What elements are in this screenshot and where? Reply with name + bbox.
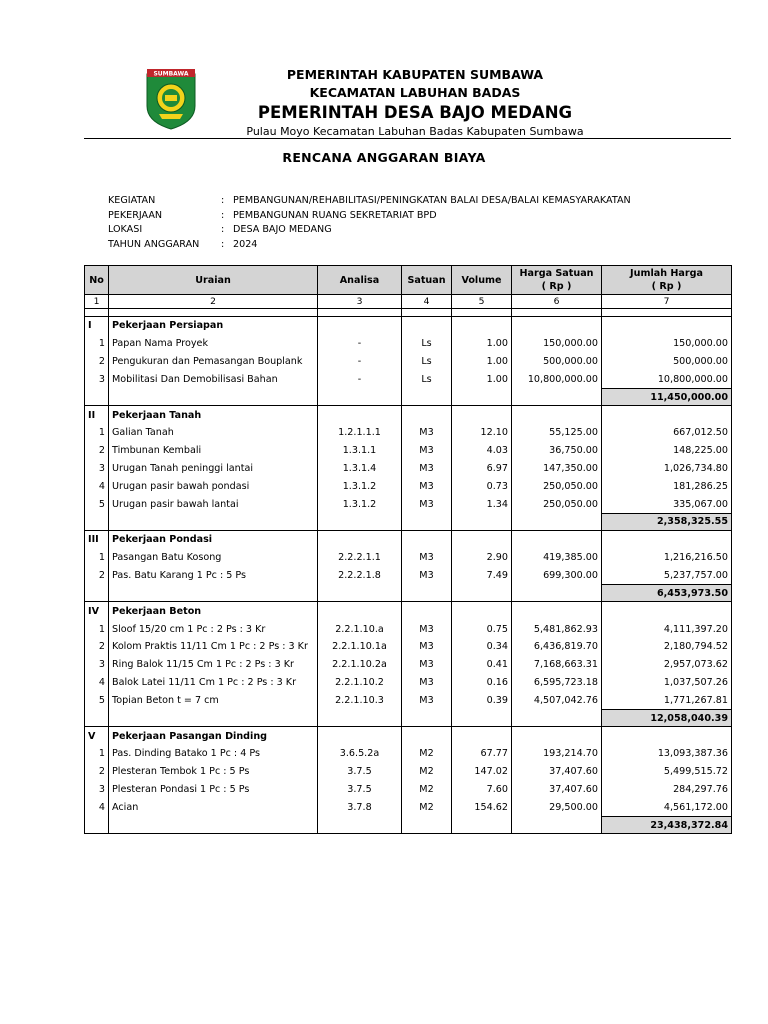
item-unit: M3 (402, 495, 452, 513)
spacer-cell (402, 309, 452, 317)
column-number: 3 (318, 295, 402, 309)
empty-cell (512, 406, 602, 424)
item-number: 5 (85, 495, 109, 513)
item-unit-price: 7,168,663.31 (512, 656, 602, 674)
item-description: Urugan pasir bawah pondasi (109, 477, 318, 495)
item-description: Pengukuran dan Pemasangan Bouplank (109, 353, 318, 371)
subtotal-row (85, 817, 732, 834)
item-unit: Ls (402, 370, 452, 388)
info-colon: : (221, 238, 225, 250)
table-row (85, 691, 732, 709)
item-volume: 0.75 (452, 620, 512, 638)
item-number: 2 (85, 353, 109, 371)
empty-cell (452, 317, 512, 335)
item-description: Papan Nama Proyek (109, 335, 318, 353)
item-volume: 1.34 (452, 495, 512, 513)
empty-cell (109, 513, 318, 530)
info-row (108, 194, 631, 209)
empty-cell (402, 710, 452, 727)
header-harga-satuan-unit: ( Rp ) (541, 281, 572, 292)
item-description: Pasangan Batu Kosong (109, 549, 318, 567)
regency-government: PEMERINTAH KABUPATEN SUMBAWA (286, 67, 544, 82)
empty-cell (512, 513, 602, 530)
spacer-row (85, 309, 732, 317)
header-harga-satuan-label: Harga Satuan (519, 268, 594, 279)
item-total-price: 284,297.76 (602, 781, 732, 799)
item-description: Pas. Dinding Batako 1 Pc : 4 Ps (109, 745, 318, 763)
empty-cell (402, 406, 452, 424)
info-row (108, 238, 631, 253)
svg-text:SUMBAWA: SUMBAWA (153, 70, 189, 78)
item-unit-price: 29,500.00 (512, 798, 602, 816)
table-row (85, 781, 732, 799)
item-unit-price: 36,750.00 (512, 442, 602, 460)
header-jumlah-harga-label: Jumlah Harga (630, 268, 703, 279)
item-analysis-code: - (318, 353, 402, 371)
item-number: 3 (85, 781, 109, 799)
spacer-cell (85, 309, 109, 317)
empty-cell (602, 317, 732, 335)
section-row (85, 602, 732, 620)
item-volume: 0.41 (452, 656, 512, 674)
info-label: KEGIATAN (108, 195, 156, 206)
empty-cell (109, 585, 318, 602)
item-unit: Ls (402, 353, 452, 371)
item-volume: 0.73 (452, 477, 512, 495)
section-name: Pekerjaan Beton (109, 602, 318, 620)
item-description: Ring Balok 11/15 Cm 1 Pc : 2 Ps : 3 Kr (109, 656, 318, 674)
item-number: 3 (85, 656, 109, 674)
header-jumlah-harga (602, 266, 732, 295)
item-description: Plesteran Tembok 1 Pc : 5 Ps (109, 763, 318, 781)
table-row (85, 745, 732, 763)
village-government: PEMERINTAH DESA BAJO MEDANG (257, 103, 573, 122)
section-subtotal: 23,438,372.84 (602, 817, 732, 834)
item-total-price: 2,180,794.52 (602, 638, 732, 656)
item-analysis-code: 2.2.2.1.1 (318, 549, 402, 567)
section-number: I (85, 317, 109, 335)
item-number: 2 (85, 638, 109, 656)
item-unit-price: 6,436,819.70 (512, 638, 602, 656)
table-row (85, 638, 732, 656)
item-volume: 0.39 (452, 691, 512, 709)
empty-cell (452, 602, 512, 620)
item-number: 4 (85, 477, 109, 495)
village-address: Pulau Moyo Kecamatan Labuhan Badas Kabupaten Sumbawa (246, 125, 584, 138)
table-row (85, 442, 732, 460)
item-analysis-code: 2.2.1.10.2a (318, 656, 402, 674)
item-unit: M2 (402, 798, 452, 816)
empty-cell (402, 389, 452, 406)
item-analysis-code: 2.2.1.10.a (318, 620, 402, 638)
empty-cell (85, 585, 109, 602)
item-unit: M3 (402, 477, 452, 495)
item-unit: M2 (402, 745, 452, 763)
item-total-price: 1,026,734.80 (602, 460, 732, 478)
info-colon: : (221, 224, 225, 235)
item-unit-price: 419,385.00 (512, 549, 602, 567)
item-total-price: 1,216,216.50 (602, 549, 732, 567)
empty-cell (318, 817, 402, 834)
item-analysis-code: 2.2.2.1.8 (318, 567, 402, 585)
item-volume: 7.60 (452, 781, 512, 799)
item-volume: 1.00 (452, 335, 512, 353)
letterhead-rule (84, 138, 731, 139)
item-unit: M3 (402, 567, 452, 585)
header-volume: Volume (452, 266, 512, 295)
empty-cell (512, 710, 602, 727)
item-number: 4 (85, 798, 109, 816)
table-row (85, 798, 732, 816)
item-unit-price: 4,507,042.76 (512, 691, 602, 709)
table-row (85, 460, 732, 478)
item-description: Urugan pasir bawah lantai (109, 495, 318, 513)
item-unit-price: 10,800,000.00 (512, 370, 602, 388)
table-row (85, 495, 732, 513)
table-row (85, 620, 732, 638)
section-name: Pekerjaan Pasangan Dinding (109, 727, 318, 745)
section-number: IV (85, 602, 109, 620)
column-number: 5 (452, 295, 512, 309)
item-unit: M3 (402, 656, 452, 674)
empty-cell (318, 710, 402, 727)
item-analysis-code: 2.2.1.10.1a (318, 638, 402, 656)
item-description: Plesteran Pondasi 1 Pc : 5 Ps (109, 781, 318, 799)
empty-cell (85, 513, 109, 530)
empty-cell (318, 389, 402, 406)
item-volume: 154.62 (452, 798, 512, 816)
empty-cell (512, 530, 602, 548)
info-row (108, 223, 631, 238)
item-analysis-code: 1.3.1.2 (318, 495, 402, 513)
table-row (85, 335, 732, 353)
item-unit-price: 699,300.00 (512, 567, 602, 585)
project-info (108, 194, 631, 252)
document-title: RENCANA ANGGARAN BIAYA (282, 150, 486, 165)
spacer-cell (452, 309, 512, 317)
empty-cell (318, 585, 402, 602)
item-total-price: 181,286.25 (602, 477, 732, 495)
table-row (85, 549, 732, 567)
empty-cell (512, 389, 602, 406)
item-description: Topian Beton t = 7 cm (109, 691, 318, 709)
item-volume: 0.34 (452, 638, 512, 656)
table-row (85, 477, 732, 495)
item-total-price: 1,037,507.26 (602, 674, 732, 692)
item-unit: M2 (402, 781, 452, 799)
info-colon: : (221, 195, 225, 206)
subtotal-row (85, 585, 732, 602)
empty-cell (512, 317, 602, 335)
empty-cell (85, 817, 109, 834)
header-no: No (85, 266, 109, 295)
spacer-cell (109, 309, 318, 317)
item-total-price: 500,000.00 (602, 353, 732, 371)
item-number: 2 (85, 763, 109, 781)
item-unit-price: 250,050.00 (512, 477, 602, 495)
item-unit-price: 250,050.00 (512, 495, 602, 513)
header-uraian: Uraian (109, 266, 318, 295)
item-analysis-code: 2.2.1.10.2 (318, 674, 402, 692)
empty-cell (512, 602, 602, 620)
empty-cell (452, 710, 512, 727)
empty-cell (109, 817, 318, 834)
item-total-price: 5,237,757.00 (602, 567, 732, 585)
sumbawa-regency-emblem (145, 68, 197, 130)
info-label: TAHUN ANGGARAN (108, 238, 200, 250)
info-value: PEMBANGUNAN RUANG SEKRETARIAT BPD (233, 209, 437, 221)
empty-cell (602, 727, 732, 745)
item-total-price: 4,111,397.20 (602, 620, 732, 638)
info-value: DESA BAJO MEDANG (233, 224, 332, 235)
section-name: Pekerjaan Persiapan (109, 317, 318, 335)
item-unit-price: 150,000.00 (512, 335, 602, 353)
item-number: 5 (85, 691, 109, 709)
item-total-price: 335,067.00 (602, 495, 732, 513)
item-description: Acian (109, 798, 318, 816)
item-volume: 67.77 (452, 745, 512, 763)
item-total-price: 5,499,515.72 (602, 763, 732, 781)
empty-cell (318, 513, 402, 530)
empty-cell (318, 602, 402, 620)
item-number: 1 (85, 549, 109, 567)
empty-cell (452, 406, 512, 424)
item-description: Galian Tanah (109, 424, 318, 442)
item-total-price: 1,771,267.81 (602, 691, 732, 709)
item-volume: 1.00 (452, 353, 512, 371)
table-row (85, 674, 732, 692)
item-number: 2 (85, 567, 109, 585)
empty-cell (512, 727, 602, 745)
section-number: V (85, 727, 109, 745)
table-row (85, 424, 732, 442)
item-unit-price: 37,407.60 (512, 763, 602, 781)
column-number: 7 (602, 295, 732, 309)
empty-cell (318, 406, 402, 424)
section-name: Pekerjaan Tanah (109, 406, 318, 424)
header-satuan: Satuan (402, 266, 452, 295)
subtotal-row (85, 513, 732, 530)
item-volume: 2.90 (452, 549, 512, 567)
item-unit-price: 55,125.00 (512, 424, 602, 442)
empty-cell (512, 585, 602, 602)
empty-cell (452, 585, 512, 602)
item-analysis-code: 1.3.1.2 (318, 477, 402, 495)
item-analysis-code: 1.3.1.1 (318, 442, 402, 460)
item-description: Sloof 15/20 cm 1 Pc : 2 Ps : 3 Kr (109, 620, 318, 638)
table-row (85, 656, 732, 674)
item-volume: 4.03 (452, 442, 512, 460)
item-number: 3 (85, 370, 109, 388)
column-number: 2 (109, 295, 318, 309)
item-number: 3 (85, 460, 109, 478)
item-description: Balok Latei 11/11 Cm 1 Pc : 2 Ps : 3 Kr (109, 674, 318, 692)
empty-cell (318, 727, 402, 745)
item-unit: M3 (402, 691, 452, 709)
item-volume: 12.10 (452, 424, 512, 442)
item-unit: M3 (402, 638, 452, 656)
subtotal-row (85, 710, 732, 727)
header-analisa: Analisa (318, 266, 402, 295)
item-description: Timbunan Kembali (109, 442, 318, 460)
letterhead-text (230, 66, 600, 140)
item-total-price: 148,225.00 (602, 442, 732, 460)
item-unit-price: 6,595,723.18 (512, 674, 602, 692)
column-number: 4 (402, 295, 452, 309)
item-number: 1 (85, 745, 109, 763)
section-row (85, 727, 732, 745)
item-number: 4 (85, 674, 109, 692)
spacer-cell (318, 309, 402, 317)
item-unit-price: 37,407.60 (512, 781, 602, 799)
item-analysis-code: 3.7.5 (318, 763, 402, 781)
item-volume: 147.02 (452, 763, 512, 781)
item-total-price: 13,093,387.36 (602, 745, 732, 763)
section-subtotal: 6,453,973.50 (602, 585, 732, 602)
info-label: PEKERJAAN (108, 209, 163, 221)
column-number: 1 (85, 295, 109, 309)
item-unit-price: 147,350.00 (512, 460, 602, 478)
empty-cell (85, 710, 109, 727)
info-colon: : (221, 209, 225, 221)
item-analysis-code: 1.2.1.1.1 (318, 424, 402, 442)
empty-cell (452, 530, 512, 548)
empty-cell (402, 727, 452, 745)
item-total-price: 150,000.00 (602, 335, 732, 353)
item-number: 1 (85, 620, 109, 638)
item-unit: M3 (402, 424, 452, 442)
empty-cell (452, 513, 512, 530)
item-total-price: 4,561,172.00 (602, 798, 732, 816)
item-volume: 6.97 (452, 460, 512, 478)
district-name: KECAMATAN LABUHAN BADAS (309, 85, 521, 100)
empty-cell (85, 389, 109, 406)
section-row (85, 530, 732, 548)
item-number: 2 (85, 442, 109, 460)
info-value: PEMBANGUNAN/REHABILITASI/PENINGKATAN BALAI DESA/BALAI KEMASYARAKATAN (233, 195, 631, 206)
section-number: III (85, 530, 109, 548)
empty-cell (109, 389, 318, 406)
table-row (85, 353, 732, 371)
info-row (108, 209, 631, 224)
table-row (85, 370, 732, 388)
item-total-price: 667,012.50 (602, 424, 732, 442)
item-description: Urugan Tanah peninggi lantai (109, 460, 318, 478)
item-unit: M3 (402, 549, 452, 567)
item-analysis-code: - (318, 335, 402, 353)
table-row (85, 763, 732, 781)
section-row (85, 317, 732, 335)
item-unit: M3 (402, 674, 452, 692)
empty-cell (402, 530, 452, 548)
empty-cell (452, 727, 512, 745)
empty-cell (452, 817, 512, 834)
item-unit: M2 (402, 763, 452, 781)
budget-table (84, 265, 732, 834)
empty-cell (452, 389, 512, 406)
item-total-price: 10,800,000.00 (602, 370, 732, 388)
item-unit: M3 (402, 460, 452, 478)
empty-cell (402, 602, 452, 620)
spacer-cell (602, 309, 732, 317)
section-subtotal: 2,358,325.55 (602, 513, 732, 530)
header-jumlah-harga-unit: ( Rp ) (651, 281, 682, 292)
section-subtotal: 12,058,040.39 (602, 710, 732, 727)
section-row (85, 406, 732, 424)
item-analysis-code: 2.2.1.10.3 (318, 691, 402, 709)
empty-cell (318, 317, 402, 335)
item-analysis-code: - (318, 370, 402, 388)
empty-cell (402, 817, 452, 834)
empty-cell (318, 530, 402, 548)
column-number: 6 (512, 295, 602, 309)
item-description: Pas. Batu Karang 1 Pc : 5 Ps (109, 567, 318, 585)
empty-cell (402, 513, 452, 530)
item-unit: Ls (402, 335, 452, 353)
empty-cell (512, 817, 602, 834)
subtotal-row (85, 389, 732, 406)
item-unit: M3 (402, 442, 452, 460)
empty-cell (402, 317, 452, 335)
item-unit-price: 500,000.00 (512, 353, 602, 371)
item-analysis-code: 3.6.5.2a (318, 745, 402, 763)
item-number: 1 (85, 424, 109, 442)
item-description: Kolom Praktis 11/11 Cm 1 Pc : 2 Ps : 3 Kr (109, 638, 318, 656)
item-analysis-code: 3.7.8 (318, 798, 402, 816)
item-analysis-code: 3.7.5 (318, 781, 402, 799)
column-number-row (85, 295, 732, 309)
section-name: Pekerjaan Pondasi (109, 530, 318, 548)
empty-cell (602, 530, 732, 548)
item-analysis-code: 1.3.1.4 (318, 460, 402, 478)
item-volume: 1.00 (452, 370, 512, 388)
info-value: 2024 (233, 238, 258, 250)
table-header-row (85, 266, 732, 295)
section-subtotal: 11,450,000.00 (602, 389, 732, 406)
info-label: LOKASI (108, 224, 143, 235)
item-unit-price: 5,481,862.93 (512, 620, 602, 638)
item-description: Mobilitasi Dan Demobilisasi Bahan (109, 370, 318, 388)
section-number: II (85, 406, 109, 424)
item-unit-price: 193,214.70 (512, 745, 602, 763)
empty-cell (602, 406, 732, 424)
empty-cell (602, 602, 732, 620)
table-row (85, 567, 732, 585)
empty-cell (109, 710, 318, 727)
header-harga-satuan (512, 266, 602, 295)
item-volume: 7.49 (452, 567, 512, 585)
item-total-price: 2,957,073.62 (602, 656, 732, 674)
item-number: 1 (85, 335, 109, 353)
item-unit: M3 (402, 620, 452, 638)
empty-cell (402, 585, 452, 602)
spacer-cell (512, 309, 602, 317)
item-volume: 0.16 (452, 674, 512, 692)
